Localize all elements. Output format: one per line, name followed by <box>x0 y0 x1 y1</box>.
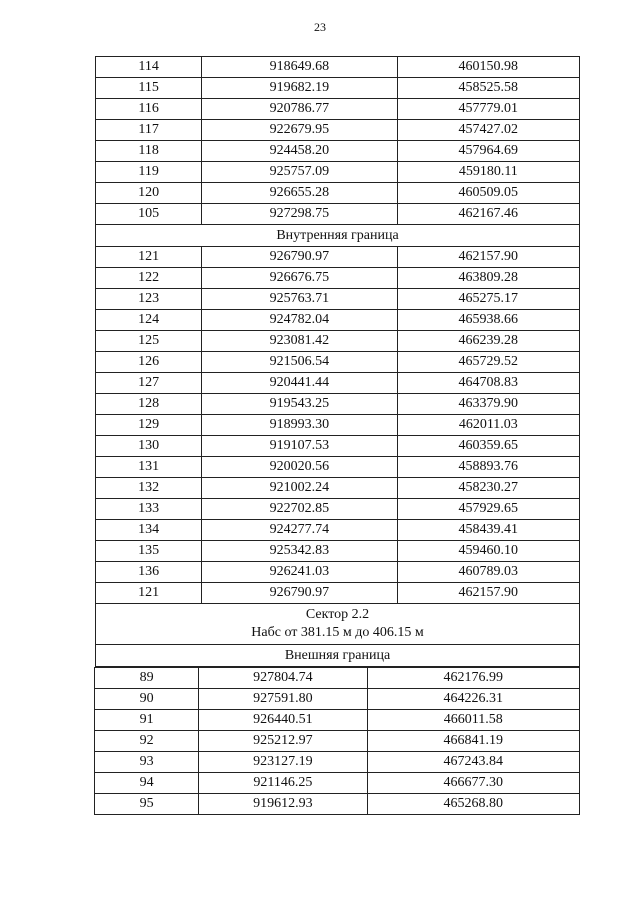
y-coordinate-cell: 458525.58 <box>397 78 579 99</box>
y-coordinate-cell: 464708.83 <box>397 373 579 394</box>
table-row <box>96 247 580 268</box>
y-coordinate-cell: 457964.69 <box>397 141 579 162</box>
table-row <box>95 794 580 815</box>
y-coordinate-cell: 465268.80 <box>367 794 579 815</box>
x-coordinate-cell: 921002.24 <box>202 478 397 499</box>
y-coordinate-cell: 459460.10 <box>397 541 579 562</box>
y-coordinate-cell: 460359.65 <box>397 436 579 457</box>
table-row <box>96 331 580 352</box>
table-row <box>96 120 580 141</box>
table-row <box>95 773 580 794</box>
x-coordinate-cell: 923081.42 <box>202 331 397 352</box>
point-number-cell: 94 <box>95 773 199 794</box>
point-number-cell: 120 <box>96 183 202 204</box>
point-number-cell: 126 <box>96 352 202 373</box>
point-number-cell: 90 <box>95 689 199 710</box>
table-row <box>96 162 580 183</box>
point-number-cell: 123 <box>96 289 202 310</box>
y-coordinate-cell: 460509.05 <box>397 183 579 204</box>
y-coordinate-cell: 464226.31 <box>367 689 579 710</box>
y-coordinate-cell: 462157.90 <box>397 247 579 268</box>
point-number-cell: 118 <box>96 141 202 162</box>
outer-boundary-heading <box>96 645 580 667</box>
y-coordinate-cell: 465938.66 <box>397 310 579 331</box>
y-coordinate-cell: 462157.90 <box>397 583 579 604</box>
y-coordinate-cell: 457779.01 <box>397 99 579 120</box>
x-coordinate-cell: 926790.97 <box>202 583 397 604</box>
table-row <box>96 373 580 394</box>
x-coordinate-cell: 919543.25 <box>202 394 397 415</box>
point-number-cell: 135 <box>96 541 202 562</box>
y-coordinate-cell: 460150.98 <box>397 57 579 78</box>
coordinates-table-1 <box>95 56 580 667</box>
y-coordinate-cell: 462167.46 <box>397 204 579 225</box>
y-coordinate-cell: 466841.19 <box>367 731 579 752</box>
point-number-cell: 95 <box>95 794 199 815</box>
inner-boundary-heading-row <box>96 225 580 247</box>
point-number-cell: 128 <box>96 394 202 415</box>
x-coordinate-cell: 926440.51 <box>199 710 367 731</box>
x-coordinate-cell: 924458.20 <box>202 141 397 162</box>
x-coordinate-cell: 918649.68 <box>202 57 397 78</box>
table-row <box>96 583 580 604</box>
table-1-body <box>96 57 580 667</box>
y-coordinate-cell: 460789.03 <box>397 562 579 583</box>
x-coordinate-cell: 921506.54 <box>202 352 397 373</box>
x-coordinate-cell: 926655.28 <box>202 183 397 204</box>
point-number-cell: 130 <box>96 436 202 457</box>
point-number-cell: 131 <box>96 457 202 478</box>
point-number-cell: 136 <box>96 562 202 583</box>
y-coordinate-cell: 467243.84 <box>367 752 579 773</box>
y-coordinate-cell: 462176.99 <box>367 668 579 689</box>
point-number-cell: 93 <box>95 752 199 773</box>
point-number-cell: 121 <box>96 583 202 604</box>
point-number-cell: 117 <box>96 120 202 141</box>
point-number-cell: 89 <box>95 668 199 689</box>
table-row <box>95 668 580 689</box>
point-number-cell: 129 <box>96 415 202 436</box>
x-coordinate-cell: 927591.80 <box>199 689 367 710</box>
table-row <box>96 268 580 289</box>
y-coordinate-cell: 459180.11 <box>397 162 579 183</box>
outer-boundary-heading-line: Внешняя граница <box>284 647 391 663</box>
inner-boundary-heading <box>96 225 580 247</box>
y-coordinate-cell: 458893.76 <box>397 457 579 478</box>
point-number-cell: 121 <box>96 247 202 268</box>
point-number-cell: 134 <box>96 520 202 541</box>
table-row <box>96 562 580 583</box>
table-row <box>96 499 580 520</box>
table-row <box>95 731 580 752</box>
table-row <box>95 710 580 731</box>
x-coordinate-cell: 925763.71 <box>202 289 397 310</box>
table-row <box>96 99 580 120</box>
x-coordinate-cell: 924782.04 <box>202 310 397 331</box>
table-2-body <box>95 668 580 815</box>
x-coordinate-cell: 926241.03 <box>202 562 397 583</box>
y-coordinate-cell: 458230.27 <box>397 478 579 499</box>
x-coordinate-cell: 920020.56 <box>202 457 397 478</box>
table-row <box>96 394 580 415</box>
x-coordinate-cell: 923127.19 <box>199 752 367 773</box>
x-coordinate-cell: 926676.75 <box>202 268 397 289</box>
y-coordinate-cell: 462011.03 <box>397 415 579 436</box>
table-row <box>95 689 580 710</box>
table-row <box>96 478 580 499</box>
outer-boundary-heading-row <box>96 645 580 667</box>
y-coordinate-cell: 466239.28 <box>397 331 579 352</box>
point-number-cell: 115 <box>96 78 202 99</box>
x-coordinate-cell: 919107.53 <box>202 436 397 457</box>
point-number-cell: 105 <box>96 204 202 225</box>
point-number-cell: 124 <box>96 310 202 331</box>
sector-heading-line: Набс от 381.15 м до 406.15 м <box>251 625 424 640</box>
sector-heading <box>96 604 580 645</box>
x-coordinate-cell: 922702.85 <box>202 499 397 520</box>
point-number-cell: 133 <box>96 499 202 520</box>
point-number-cell: 119 <box>96 162 202 183</box>
sector-heading-row <box>96 604 580 645</box>
point-number-cell: 132 <box>96 478 202 499</box>
point-number-cell: 125 <box>96 331 202 352</box>
point-number-cell: 91 <box>95 710 199 731</box>
y-coordinate-cell: 458439.41 <box>397 520 579 541</box>
x-coordinate-cell: 926790.97 <box>202 247 397 268</box>
table-row <box>96 204 580 225</box>
table-row <box>96 141 580 162</box>
point-number-cell: 92 <box>95 731 199 752</box>
sector-heading-line: Сектор 2.2 <box>305 607 370 622</box>
y-coordinate-cell: 465729.52 <box>397 352 579 373</box>
coordinates-table-2 <box>94 667 580 815</box>
coordinates-tables <box>95 56 580 815</box>
x-coordinate-cell: 927298.75 <box>202 204 397 225</box>
x-coordinate-cell: 925342.83 <box>202 541 397 562</box>
inner-boundary-heading-line: Внутренняя граница <box>276 227 399 243</box>
x-coordinate-cell: 925757.09 <box>202 162 397 183</box>
table-row <box>96 436 580 457</box>
table-row <box>96 520 580 541</box>
x-coordinate-cell: 924277.74 <box>202 520 397 541</box>
y-coordinate-cell: 465275.17 <box>397 289 579 310</box>
point-number-cell: 116 <box>96 99 202 120</box>
point-number-cell: 127 <box>96 373 202 394</box>
y-coordinate-cell: 463809.28 <box>397 268 579 289</box>
x-coordinate-cell: 919682.19 <box>202 78 397 99</box>
y-coordinate-cell: 457929.65 <box>397 499 579 520</box>
table-row <box>96 289 580 310</box>
x-coordinate-cell: 921146.25 <box>199 773 367 794</box>
x-coordinate-cell: 927804.74 <box>199 668 367 689</box>
table-row <box>96 457 580 478</box>
x-coordinate-cell: 922679.95 <box>202 120 397 141</box>
y-coordinate-cell: 466011.58 <box>367 710 579 731</box>
page-number: 23 <box>314 20 326 34</box>
y-coordinate-cell: 463379.90 <box>397 394 579 415</box>
x-coordinate-cell: 919612.93 <box>199 794 367 815</box>
y-coordinate-cell: 466677.30 <box>367 773 579 794</box>
x-coordinate-cell: 920786.77 <box>202 99 397 120</box>
point-number-cell: 122 <box>96 268 202 289</box>
table-row <box>96 57 580 78</box>
table-row <box>96 352 580 373</box>
table-row <box>96 541 580 562</box>
x-coordinate-cell: 925212.97 <box>199 731 367 752</box>
x-coordinate-cell: 920441.44 <box>202 373 397 394</box>
table-row <box>95 752 580 773</box>
table-row <box>96 310 580 331</box>
point-number-cell: 114 <box>96 57 202 78</box>
table-row <box>96 78 580 99</box>
x-coordinate-cell: 918993.30 <box>202 415 397 436</box>
table-row <box>96 183 580 204</box>
y-coordinate-cell: 457427.02 <box>397 120 579 141</box>
table-row <box>96 415 580 436</box>
